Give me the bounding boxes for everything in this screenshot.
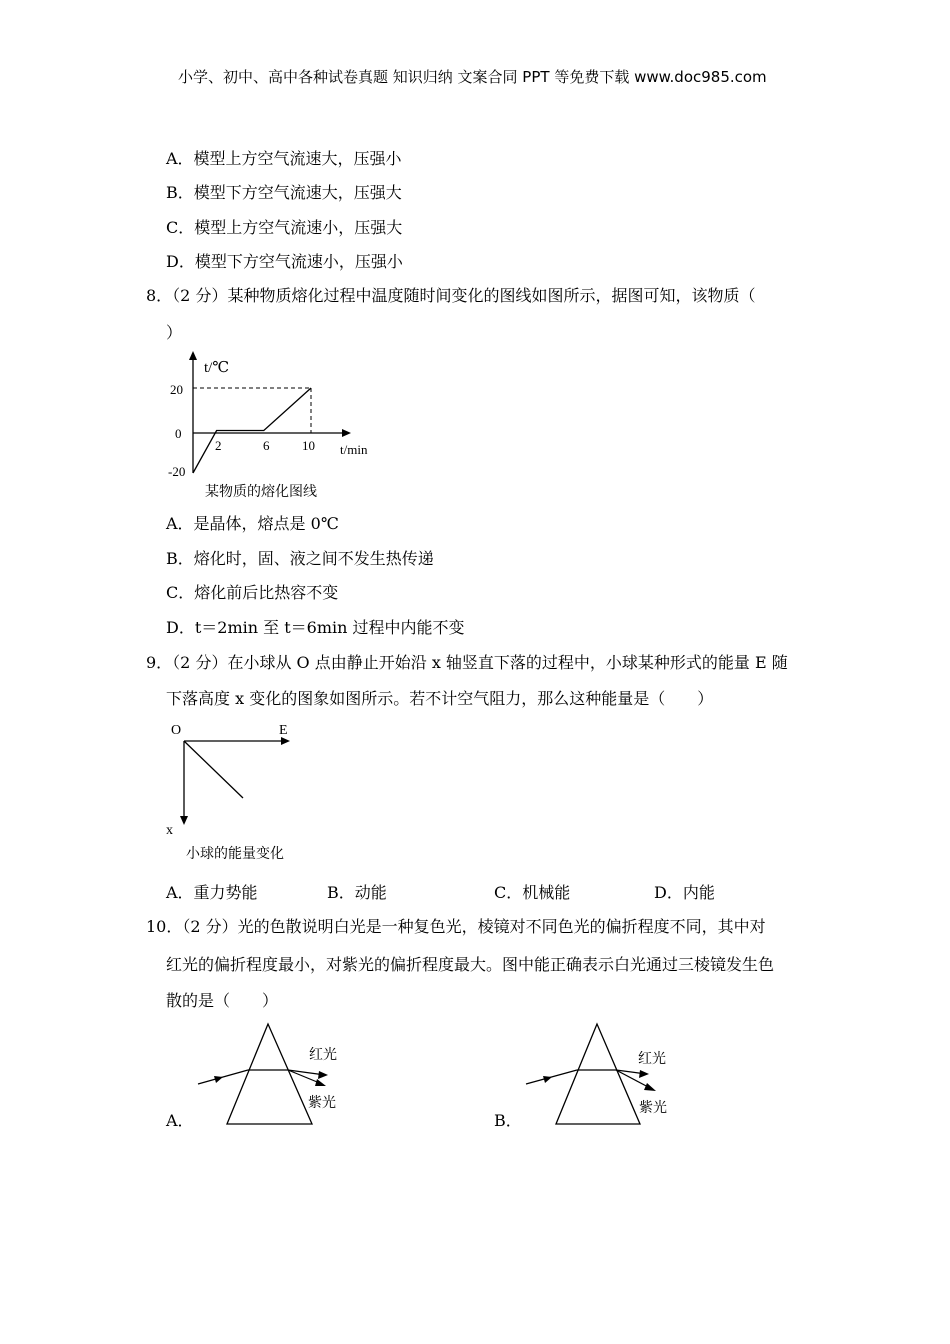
q10-stem-line1: 10．（2 分）光的色散说明白光是一种复色光，棱镜对不同色光的偏折程度不同，其中对	[146, 917, 766, 936]
melting-x-tick-2: 2	[215, 438, 222, 453]
melting-chart-caption: 某物质的熔化图线	[205, 485, 317, 500]
energy-x-label: x	[166, 823, 173, 838]
melting-curve-line	[193, 388, 311, 473]
melting-x-tick-6: 6	[263, 438, 270, 453]
q9-option-a: A．重力势能	[166, 883, 258, 902]
prism-a-violet-arrow	[315, 1079, 326, 1086]
q8-stem-line2: ）	[166, 323, 183, 342]
prism-a-red-arrow	[318, 1071, 328, 1079]
q8-option-a: A．是晶体，熔点是 0℃	[166, 514, 339, 533]
q9-stem-line2: 下落高度 x 变化的图象如图所示。若不计空气阻力，那么这种能量是（ ）	[166, 689, 714, 708]
melting-y-tick-20: 20	[170, 382, 183, 397]
melting-y-axis-arrow	[189, 351, 197, 360]
prism-b-red-label: 红光	[638, 1052, 666, 1067]
energy-line	[184, 741, 243, 798]
prism-b-red-arrow	[639, 1070, 649, 1078]
energy-e-axis-arrow	[281, 737, 290, 745]
melting-x-tick-10: 10	[302, 438, 315, 453]
prism-diagram-b	[518, 1018, 688, 1130]
prism-b-incident-arrow	[543, 1076, 552, 1083]
q10-stem-line2: 红光的偏折程度最小，对紫光的偏折程度最大。图中能正确表示白光通过三棱镜发生色	[166, 955, 775, 974]
energy-chart-caption: 小球的能量变化	[186, 847, 284, 862]
q8-stem-line1: 8．（2 分）某种物质熔化过程中温度随时间变化的图线如图所示，据图可知，该物质（	[146, 286, 756, 305]
melting-y-axis-label: t/℃	[204, 360, 230, 376]
prism-b-violet-label: 紫光	[639, 1101, 667, 1116]
q9-option-b: B．动能	[327, 883, 387, 902]
q9-option-d: D．内能	[654, 883, 715, 902]
q8-option-d: D．t＝2min 至 t＝6min 过程中内能不变	[166, 618, 465, 637]
prism-a-red-label: 红光	[309, 1048, 337, 1063]
energy-x-axis-arrow	[180, 816, 188, 825]
energy-e-label: E	[279, 723, 288, 738]
q8-option-c: C．熔化前后比热容不变	[166, 583, 339, 602]
q9-stem-line1: 9．（2 分）在小球从 O 点由静止开始沿 x 轴竖直下落的过程中，小球某种形式的能量 E 随	[146, 653, 788, 672]
q7-option-c: C．模型上方空气流速小，压强大	[166, 218, 403, 237]
q10-stem-line3: 散的是（ ）	[166, 991, 279, 1010]
q7-option-b: B．模型下方空气流速大，压强大	[166, 183, 402, 202]
prism-a-violet-label: 紫光	[308, 1096, 336, 1111]
q9-option-c: C．机械能	[494, 883, 571, 902]
q10-option-b-label: B．	[494, 1111, 522, 1130]
page-header: 小学、初中、高中各种试卷真题 知识归纳 文案合同 PPT 等免费下载 www.doc985.com	[178, 68, 767, 86]
melting-y-tick-0: 0	[175, 426, 182, 441]
ball-energy-chart	[160, 716, 320, 866]
q7-option-d: D．模型下方空气流速小，压强小	[166, 252, 403, 271]
melting-y-tick-neg20: -20	[168, 464, 186, 479]
melting-x-axis-label: t/min	[340, 442, 368, 457]
q8-option-b: B．熔化时，固、液之间不发生热传递	[166, 549, 434, 568]
prism-b-violet-arrow	[644, 1083, 656, 1091]
prism-a-incident-arrow	[214, 1076, 223, 1083]
prism-b-triangle	[556, 1024, 640, 1124]
q10-option-a-label: A．	[166, 1111, 194, 1130]
melting-curve-chart	[160, 348, 400, 503]
prism-diagram-a	[190, 1018, 360, 1130]
q7-option-a: A．模型上方空气流速大，压强小	[166, 149, 402, 168]
energy-origin-label: O	[171, 723, 182, 738]
melting-x-axis-arrow	[342, 429, 351, 437]
